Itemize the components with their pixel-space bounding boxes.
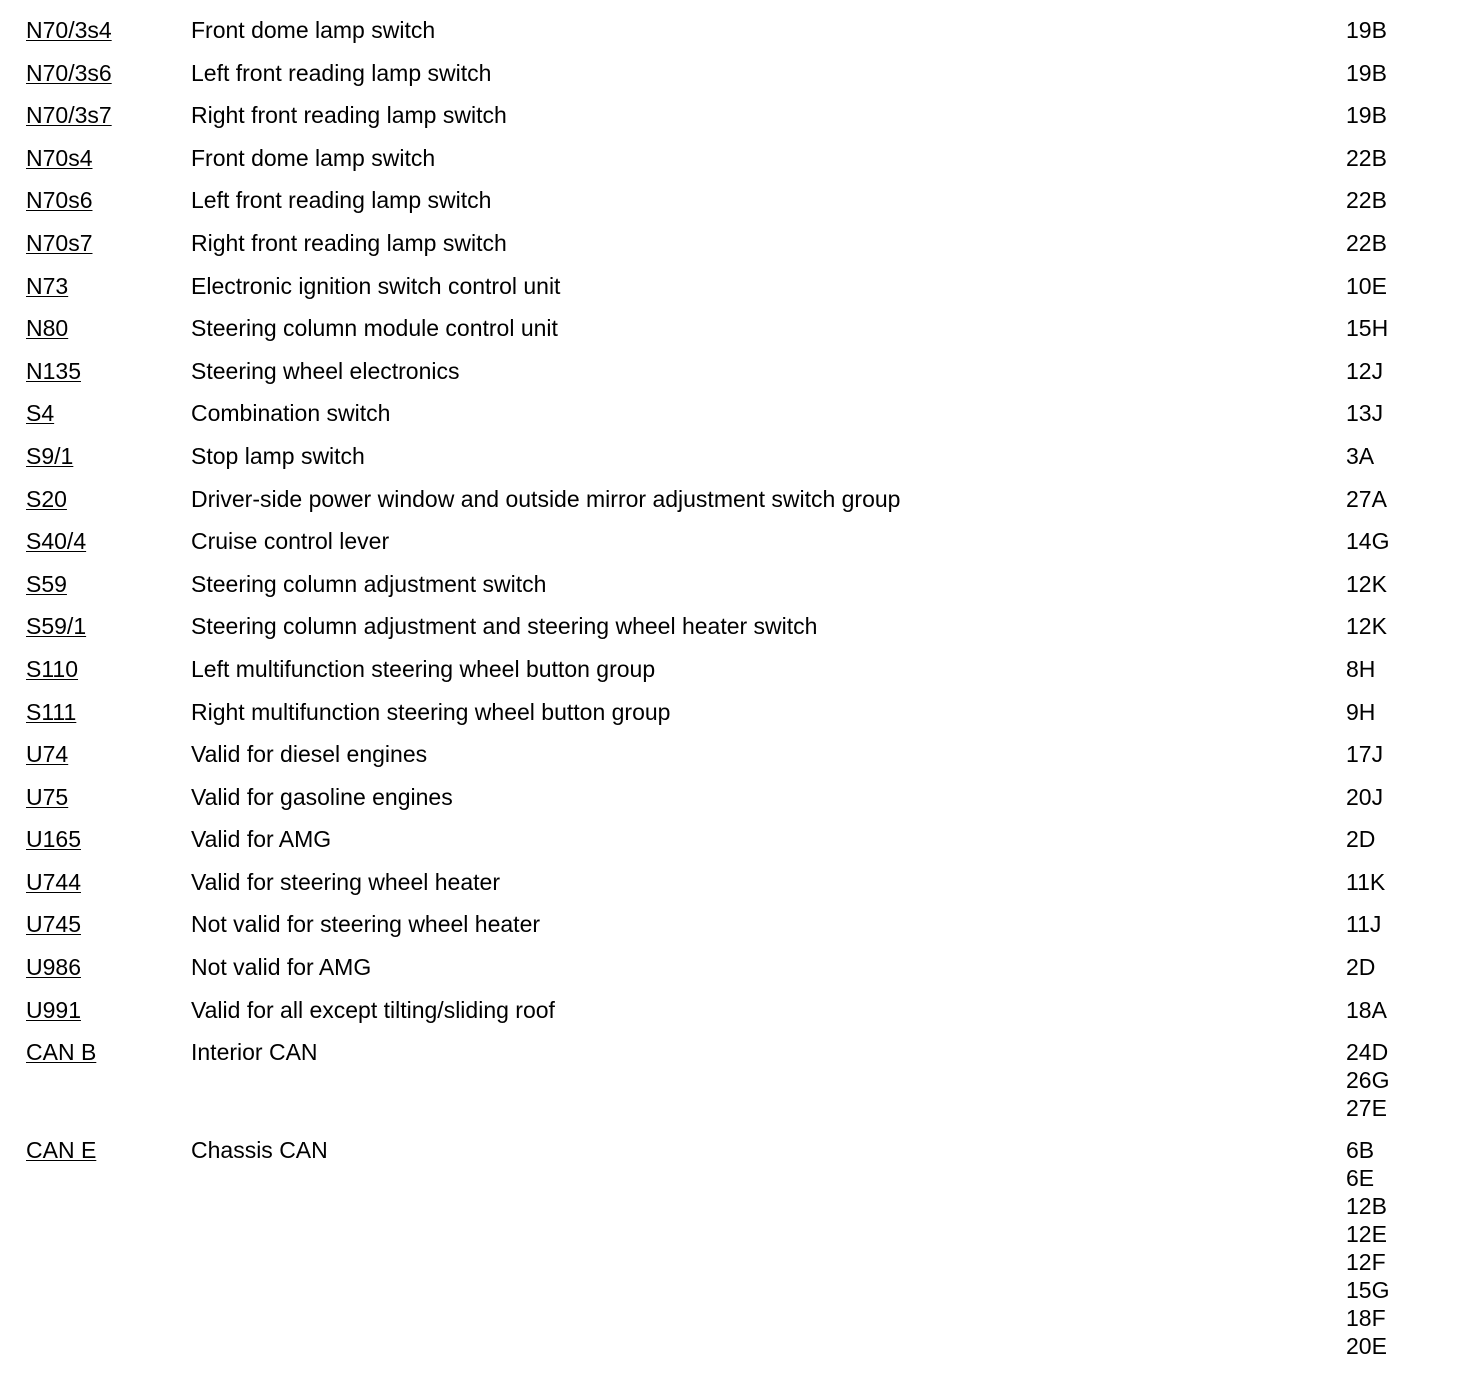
grid-coordinates <box>1346 1038 1446 1122</box>
grid-coordinate: 3A <box>1346 442 1375 469</box>
grid-coordinates <box>1346 314 1446 342</box>
component-code-link[interactable]: S110 <box>26 655 79 682</box>
component-code-cell <box>0 910 191 938</box>
grid-coordinate: 19B <box>1346 102 1387 129</box>
component-code-cell <box>0 101 191 129</box>
grid-coordinates <box>1346 186 1446 214</box>
legend-row <box>0 399 1472 442</box>
component-description: Left front reading lamp switch <box>191 59 492 86</box>
grid-coordinate: 22B <box>1346 144 1387 171</box>
component-description: Driver-side power window and outside mirror adjustment switch group <box>191 485 901 512</box>
component-description: Valid for gasoline engines <box>191 783 453 810</box>
grid-coordinate: 2D <box>1346 954 1376 981</box>
component-description: Valid for AMG <box>191 826 332 853</box>
component-code-link[interactable]: U745 <box>26 911 81 938</box>
component-code-link[interactable]: S59/1 <box>26 613 87 640</box>
component-code-cell <box>0 59 191 87</box>
component-code-cell <box>0 16 191 44</box>
component-code-cell <box>0 186 191 214</box>
legend-row <box>0 186 1472 229</box>
legend-row <box>0 485 1472 528</box>
grid-coordinates <box>1346 485 1446 513</box>
grid-coordinates <box>1346 612 1446 640</box>
grid-coordinates <box>1346 272 1446 300</box>
legend-row <box>0 783 1472 826</box>
component-description: Right front reading lamp switch <box>191 229 507 256</box>
grid-coordinate: 19B <box>1346 59 1387 86</box>
component-code-cell <box>0 698 191 726</box>
component-code-link[interactable]: U991 <box>26 996 81 1023</box>
grid-coordinate: 22B <box>1346 229 1387 256</box>
component-code-cell <box>0 868 191 896</box>
component-code-link[interactable]: U744 <box>26 868 81 895</box>
grid-coordinates <box>1346 570 1446 598</box>
legend-row <box>0 570 1472 613</box>
component-code-link[interactable]: N70s4 <box>26 144 93 171</box>
grid-coordinate: 14G <box>1346 528 1390 555</box>
legend-row <box>0 229 1472 272</box>
legend-row <box>0 825 1472 868</box>
component-description: Chassis CAN <box>191 1137 328 1164</box>
component-code-link[interactable]: CAN B <box>26 1039 97 1066</box>
grid-coordinate: 17J <box>1346 741 1384 768</box>
grid-coordinates <box>1346 442 1446 470</box>
grid-coordinates <box>1346 868 1446 896</box>
component-code-cell <box>0 272 191 300</box>
grid-coordinate: 24D <box>1346 1039 1389 1066</box>
component-description: Valid for all except tilting/sliding roof <box>191 996 555 1023</box>
component-code-cell <box>0 570 191 598</box>
component-description: Steering column adjustment switch <box>191 570 547 597</box>
component-description: Front dome lamp switch <box>191 144 436 171</box>
component-code-link[interactable]: S111 <box>26 698 77 725</box>
legend-row <box>0 740 1472 783</box>
component-code-cell <box>0 527 191 555</box>
legend-row <box>0 59 1472 102</box>
component-code-link[interactable]: S9/1 <box>26 442 74 469</box>
legend-row <box>0 527 1472 570</box>
component-code-cell <box>0 442 191 470</box>
component-code-cell <box>0 1136 191 1164</box>
component-code-cell <box>0 229 191 257</box>
component-code-link[interactable]: N80 <box>26 315 69 342</box>
legend-row <box>0 357 1472 400</box>
grid-coordinate: 12F <box>1346 1249 1386 1276</box>
grid-coordinate: 11K <box>1346 868 1386 895</box>
grid-coordinate: 15G <box>1346 1277 1390 1304</box>
grid-coordinate: 20E <box>1346 1333 1387 1360</box>
legend-row <box>0 442 1472 485</box>
component-code-cell <box>0 314 191 342</box>
grid-coordinates <box>1346 229 1446 257</box>
legend-row <box>0 996 1472 1039</box>
legend-row <box>0 612 1472 655</box>
component-code-cell <box>0 740 191 768</box>
grid-coordinates <box>1346 101 1446 129</box>
component-code-cell <box>0 996 191 1024</box>
component-code-cell <box>0 655 191 683</box>
grid-coordinate: 22B <box>1346 187 1387 214</box>
component-description: Electronic ignition switch control unit <box>191 272 561 299</box>
component-code-link[interactable]: U74 <box>26 741 69 768</box>
component-code-link[interactable]: S4 <box>26 400 55 427</box>
grid-coordinate: 12J <box>1346 357 1384 384</box>
grid-coordinate: 26G <box>1346 1067 1390 1094</box>
legend-row <box>0 655 1472 698</box>
component-description: Combination switch <box>191 400 391 427</box>
component-code-link[interactable]: U75 <box>26 783 69 810</box>
component-code-link[interactable]: U165 <box>26 826 81 853</box>
component-description: Steering wheel electronics <box>191 357 460 384</box>
legend-row <box>0 910 1472 953</box>
grid-coordinate: 12K <box>1346 613 1387 640</box>
grid-coordinates <box>1346 16 1446 44</box>
component-description: Right multifunction steering wheel button group <box>191 698 671 725</box>
grid-coordinate: 2D <box>1346 826 1376 853</box>
grid-coordinate: 27E <box>1346 1095 1387 1122</box>
grid-coordinates <box>1346 740 1446 768</box>
component-code-link[interactable]: S20 <box>26 485 67 512</box>
grid-coordinate: 18A <box>1346 996 1387 1023</box>
grid-coordinate: 9H <box>1346 698 1376 725</box>
component-description: Not valid for steering wheel heater <box>191 911 541 938</box>
grid-coordinate: 27A <box>1346 485 1387 512</box>
grid-coordinates <box>1346 996 1446 1024</box>
component-description: Left multifunction steering wheel button group <box>191 655 656 682</box>
component-code-link[interactable]: U986 <box>26 954 81 981</box>
grid-coordinates <box>1346 698 1446 726</box>
legend-row <box>0 953 1472 996</box>
grid-coordinates <box>1346 910 1446 938</box>
component-description: Left front reading lamp switch <box>191 187 492 214</box>
grid-coordinate: 10E <box>1346 272 1387 299</box>
grid-coordinate: 8H <box>1346 655 1376 682</box>
component-description: Cruise control lever <box>191 528 390 555</box>
grid-coordinates <box>1346 825 1446 853</box>
legend-row <box>0 698 1472 741</box>
legend-row <box>0 868 1472 911</box>
component-description: Steering column module control unit <box>191 315 558 342</box>
grid-coordinate: 20J <box>1346 783 1384 810</box>
component-description: Interior CAN <box>191 1039 318 1066</box>
component-code-link[interactable]: N70s7 <box>26 229 93 256</box>
component-code-cell <box>0 399 191 427</box>
grid-coordinate: 13J <box>1346 400 1384 427</box>
grid-coordinate: 6E <box>1346 1165 1375 1192</box>
legend-row <box>0 1038 1472 1136</box>
component-code-cell <box>0 144 191 172</box>
component-code-cell <box>0 953 191 981</box>
grid-coordinates <box>1346 59 1446 87</box>
grid-coordinates <box>1346 399 1446 427</box>
component-description: Right front reading lamp switch <box>191 102 507 129</box>
grid-coordinates <box>1346 357 1446 385</box>
component-description: Valid for steering wheel heater <box>191 868 500 895</box>
component-code-cell <box>0 357 191 385</box>
component-description: Not valid for AMG <box>191 954 372 981</box>
legend-row <box>0 314 1472 357</box>
grid-coordinate: 12K <box>1346 570 1387 597</box>
grid-coordinate: 12E <box>1346 1221 1387 1248</box>
grid-coordinates <box>1346 783 1446 811</box>
legend-row <box>0 16 1472 59</box>
component-code-link[interactable]: S59 <box>26 570 67 597</box>
component-code-link[interactable]: CAN E <box>26 1137 97 1164</box>
grid-coordinates <box>1346 144 1446 172</box>
component-description: Valid for diesel engines <box>191 741 428 768</box>
grid-coordinates <box>1346 1136 1446 1360</box>
component-code-link[interactable]: N70s6 <box>26 187 93 214</box>
legend-row <box>0 272 1472 315</box>
component-code-link[interactable]: N70/3s4 <box>26 17 112 43</box>
component-description: Stop lamp switch <box>191 442 365 469</box>
component-code-link[interactable]: N70/3s6 <box>26 59 112 86</box>
component-description: Steering column adjustment and steering wheel heater switch <box>191 613 818 640</box>
component-code-cell <box>0 825 191 853</box>
grid-coordinate: 19B <box>1346 17 1387 43</box>
legend-row <box>0 101 1472 144</box>
grid-coordinate: 11J <box>1346 911 1382 938</box>
legend-row <box>0 1136 1472 1374</box>
component-code-link[interactable]: N73 <box>26 272 69 299</box>
component-code-cell <box>0 783 191 811</box>
grid-coordinates <box>1346 953 1446 981</box>
grid-coordinate: 12B <box>1346 1193 1387 1220</box>
component-code-cell <box>0 612 191 640</box>
component-code-link[interactable]: S40/4 <box>26 528 87 555</box>
grid-coordinate: 18F <box>1346 1305 1386 1332</box>
component-code-cell <box>0 1038 191 1066</box>
grid-coordinate: 15H <box>1346 315 1389 342</box>
legend-row <box>0 144 1472 187</box>
grid-coordinates <box>1346 655 1446 683</box>
component-description: Front dome lamp switch <box>191 17 436 43</box>
component-code-cell <box>0 485 191 513</box>
component-code-link[interactable]: N135 <box>26 357 81 384</box>
grid-coordinates <box>1346 527 1446 555</box>
grid-coordinate: 6B <box>1346 1137 1375 1164</box>
component-code-link[interactable]: N70/3s7 <box>26 102 112 129</box>
